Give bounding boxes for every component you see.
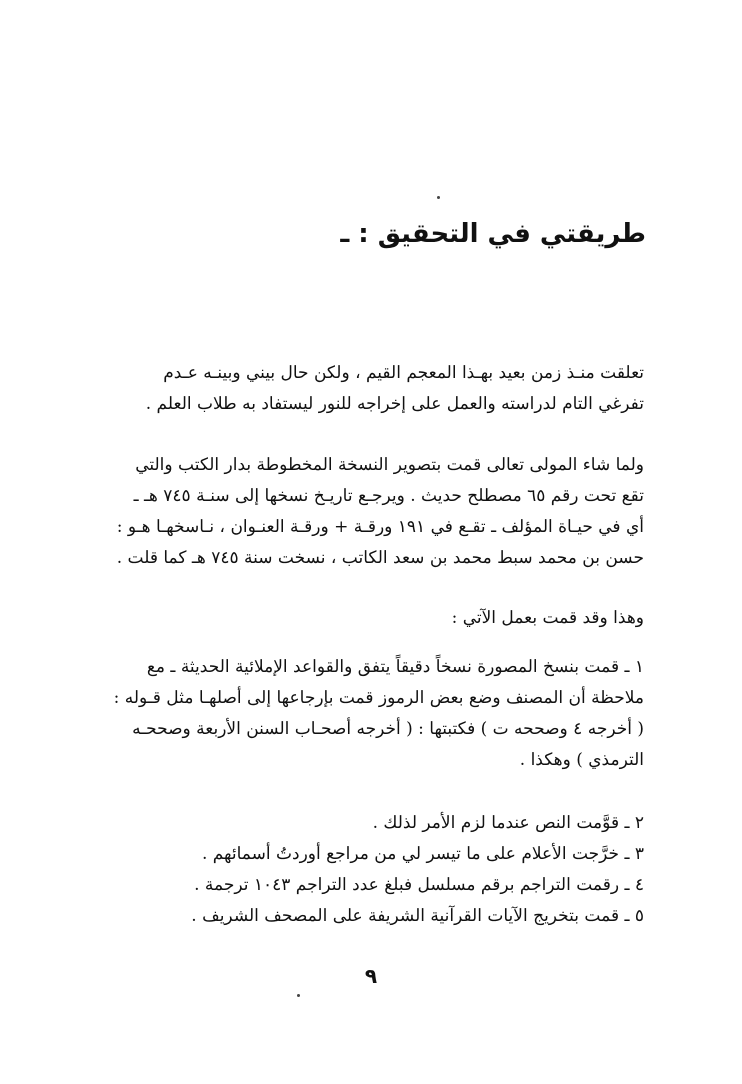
text-line: تقع تحت رقم ٦٥ مصطلح حديث . ويرجـع تاريـخ نسخها إلى سنـة ٧٤٥ هـ ـ [133,486,644,506]
text-line: حسن بن محمد سبط محمد بن سعد الكاتب ، نسخت سنة ٧٤٥ هـ كما قلت . [116,548,644,568]
text-line: ( أخرجه ٤ وصححه ت ) فكتبتها : ( أخرجه أصحـاب السنن الأربعة وصححـه [132,719,644,739]
text-line: وهذا وقد قمت بعمل الآتي : [451,608,644,628]
text-line: ملاحظة أن المصنف وضع بعض الرموز قمت بإرجاعها إلى أصلهـا مثل قـوله : [113,688,644,708]
text-line: تفرغي التام لدراسته والعمل على إخراجه للنور ليستفاد به طلاب العلم . [145,394,644,414]
list-item-one [84,652,644,776]
scan-speck [437,196,440,199]
page-number: ٩ [364,964,378,988]
list-items [84,808,644,932]
manuscript-paragraph [84,450,644,574]
text-line: ١ ـ قمت بنسخ المصورة نسخاً دقيقاً يتفق والقواعد الإملائية الحديثة ـ مع [146,657,644,677]
list-item: ٣ ـ خرَّجت الأعلام على ما تيسر لي من مراجع أوردتُ أسمائهم . [201,844,644,864]
list-item: ٤ ـ رقمت التراجم برقم مسلسل فبلغ عدد التراجم ١٠٤٣ ترجمة . [194,875,644,895]
list-item: ٥ ـ قمت بتخريج الآيات القرآنية الشريفة على المصحف الشريف . [191,906,644,926]
scan-speck [297,994,300,997]
work-intro-paragraph [84,603,644,634]
text-line: ولما شاء المولى تعالى قمت بتصوير النسخة المخطوطة بدار الكتب والتي [135,455,644,475]
text-line: أي في حيـاة المؤلف ـ تقـع في ١٩١ ورقـة + ورقـة العنـوان ، نـاسخهـا هـو : [116,517,644,537]
text-line: الترمذي ) وهكذا . [519,750,644,770]
intro-paragraph [84,358,644,420]
text-line: تعلقت منـذ زمن بعيد بهـذا المعجم القيم ، ولكن حال بيني وبينـه عـدم [163,363,644,383]
list-item: ٢ ـ قوَّمت النص عندما لزم الأمر لذلك . [372,813,644,833]
section-heading: طريقتي في التحقيق : ـ [340,219,646,249]
